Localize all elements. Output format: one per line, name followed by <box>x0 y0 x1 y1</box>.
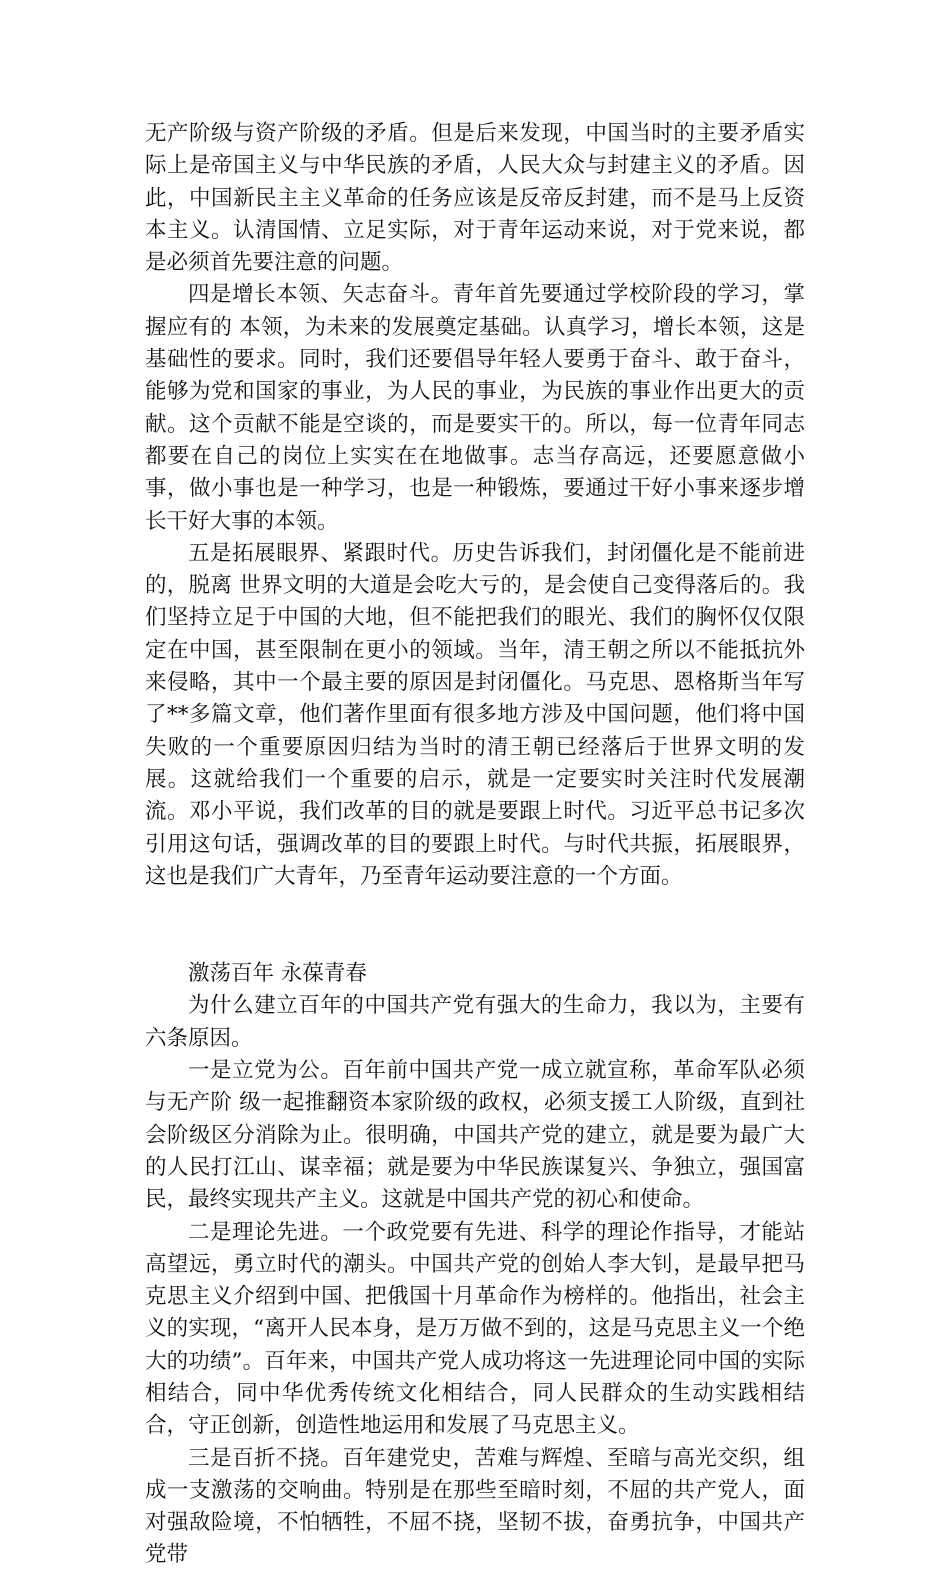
paragraph-reason-three: 三是百折不挠。百年建党史，苦难与辉煌、至暗与高光交织，组成一支激荡的交响曲。特别是在那些至暗时刻，不屈的共产党人，面对强敌险境，不怕牺牲，不屈不挠，坚韧不拔，奋勇抗争，中国共产党带 <box>145 1445 805 1568</box>
paragraph-point-five: 五是拓展眼界、紧跟时代。历史告诉我们，封闭僵化是不能前进的，脱离 世界文明的大道是会吃大亏的，是会使自己变得落后的。我们坚持立足于中国的大地，但不能把我们的眼光、我们的胸怀仅仅限定在中国，甚至限制在更小的领域。当年，清王朝之所以不能抵抗外来侵略，其中一个最主要的原因是封闭僵化。马克思、恩格斯当年写了**多篇文章，他们著作里面有很多地方涉及中国问题，他们将中国失败的一个重要原因归结为当时的清王朝已经落后于世界文明的发展。这就给我们一个重要的启示，就是一定要实时关注时代发展潮流。邓小平说，我们改革的目的就是要跟上时代。习近平总书记多次引用这句话，强调改革的目的要跟上时代。与时代共振，拓展眼界，这也是我们广大青年，乃至青年运动要注意的一个方面。 <box>145 540 805 889</box>
document-page <box>145 118 805 1572</box>
paragraph-point-four: 四是增长本领、矢志奋斗。青年首先要通过学校阶段的学习，掌握应有的 本领，为未来的发展奠定基础。认真学习，增长本领，这是基础性的要求。同时，我们还要倡导年轻人要勇于奋斗、敢于奋斗，能够为党和国家的事业，为人民的事业，为民族的事业作出更大的贡献。这个贡献不能是空谈的，而是要实干的。所以，每一位青年同志都要在自己的岗位上实实在在地做事。志当存高远，还要愿意做小事，做小事也是一种学习，也是一种锻炼，要通过干好小事来逐步增长干好大事的本领。 <box>145 282 805 534</box>
section-spacer <box>145 893 805 958</box>
paragraph-reason-two: 二是理论先进。一个政党要有先进、科学的理论作指导，才能站高望远，勇立时代的潮头。中国共产党的创始人李大钊，是最早把马克思主义介绍到中国、把俄国十月革命作为榜样的。他指出，社会主义的实现，“离开人民本身，是万万做不到的，这是马克思主义一个绝大的功绩”。百年来，中国共产党人成功将这一先进理论同中国的实际相结合，同中华优秀传统文化相结合，同人民群众的生动实践相结合，守正创新，创造性地运用和发展了马克思主义。 <box>145 1219 805 1439</box>
paragraph-continuation: 无产阶级与资产阶级的矛盾。但是后来发现，中国当时的主要矛盾实际上是帝国主义与中华民族的矛盾，人民大众与封建主义的矛盾。因此，中国新民主主义革命的任务应该是反帝反封建，而不是马上反资本主义。认清国情、立足实际，对于青年运动来说，对于党来说，都是必须首先要注意的问题。 <box>145 121 805 276</box>
paragraph-reason-one: 一是立党为公。百年前中国共产党一成立就宣称，革命军队必须与无产阶 级一起推翻资本家阶级的政权，必须支援工人阶级，直到社会阶级区分消除为止。很明确，中国共产党的建立，就是要为最广大的人民打江山、谋幸福；就是要为中华民族谋复兴、争独立，强国富民，最终实现共产主义。这就是中国共产党的初心和使命。 <box>145 1058 805 1213</box>
section-title: 激荡百年 永葆青春 <box>188 961 367 987</box>
paragraph-intro: 为什么建立百年的中国共产党有强大的生命力，我以为，主要有六条原因。 <box>145 993 805 1051</box>
